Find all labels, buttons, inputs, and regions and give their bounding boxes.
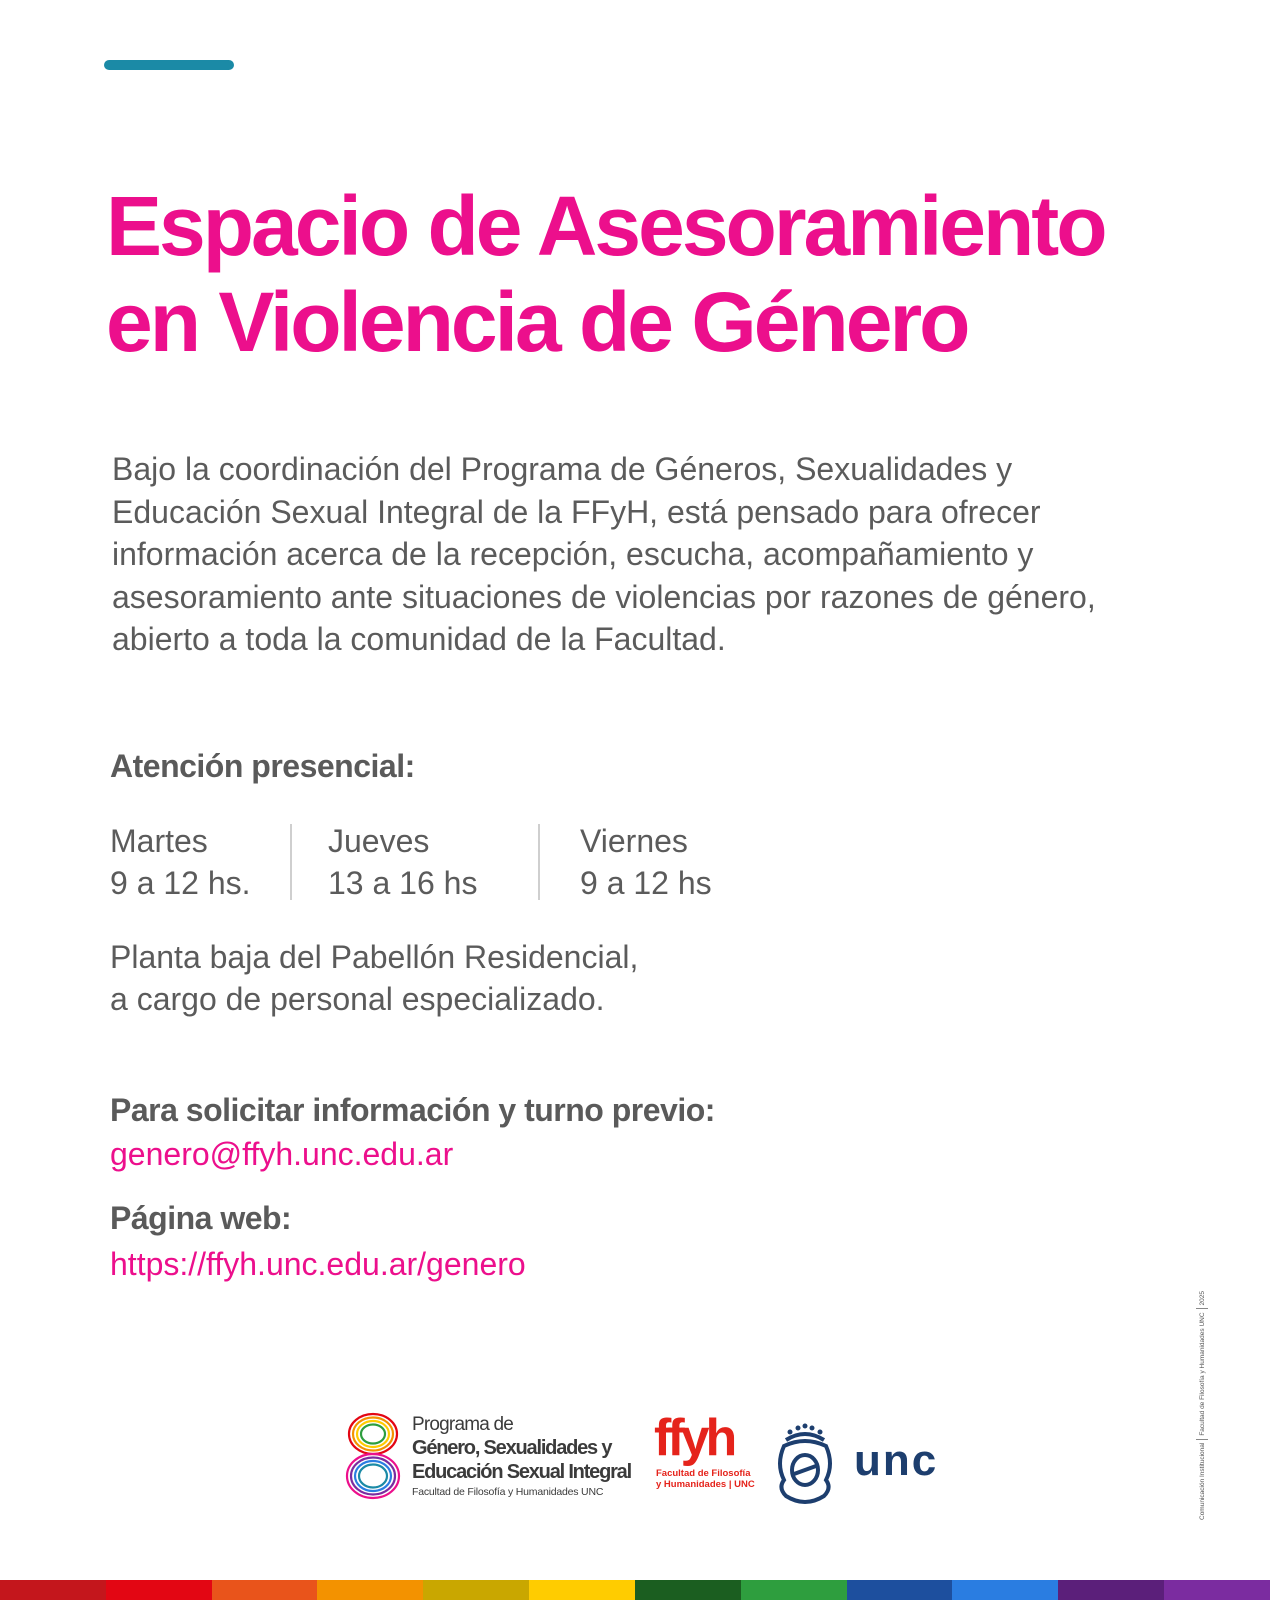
rainbow-segment <box>423 1580 529 1600</box>
rainbow-segment <box>741 1580 847 1600</box>
rainbow-segment <box>212 1580 318 1600</box>
title-line-1: Espacio de Asesoramiento <box>106 179 1105 273</box>
web-label: Página web: <box>110 1200 292 1236</box>
schedule-item-tuesday <box>110 820 251 904</box>
schedule-hours: 9 a 12 hs. <box>110 865 251 901</box>
programa-logo <box>340 1410 630 1510</box>
schedule-hours: 13 a 16 hs <box>328 865 478 901</box>
accent-bar <box>104 60 234 70</box>
page-title <box>106 178 1226 370</box>
ffyh-subtitle-line-1: Facultad de Filosofía <box>656 1468 751 1479</box>
schedule-day: Jueves <box>328 823 430 859</box>
rainbow-segment <box>952 1580 1058 1600</box>
schedule-hours: 9 a 12 hs <box>580 865 712 901</box>
rainbow-segment <box>1164 1580 1270 1600</box>
ffyh-logo <box>654 1408 754 1508</box>
ffyh-subtitle <box>656 1468 755 1490</box>
rainbow-segment <box>847 1580 953 1600</box>
credit-faculty: Facultad de Filosofía y Humanidades UNC <box>1198 1312 1206 1436</box>
programa-line-3: Educación Sexual Integral <box>412 1461 631 1483</box>
schedule-day: Martes <box>110 823 208 859</box>
rainbow-segment <box>635 1580 741 1600</box>
rainbow-segment <box>529 1580 635 1600</box>
credit-divider <box>1196 1439 1208 1440</box>
email-link[interactable]: genero@ffyh.unc.edu.ar <box>110 1136 454 1172</box>
location-line-2: a cargo de personal especializado. <box>110 981 605 1017</box>
schedule-item-thursday <box>328 820 477 904</box>
rainbow-stripe <box>0 1580 1270 1600</box>
credit-divider <box>1196 1308 1208 1309</box>
attendance-label: Atención presencial: <box>110 748 415 784</box>
title-line-2: en Violencia de Género <box>106 275 968 369</box>
rainbow-segment <box>1058 1580 1164 1600</box>
unc-wordmark: unc <box>854 1436 939 1485</box>
programa-line-2: Género, Sexualidades y <box>412 1437 612 1459</box>
rainbow-segment <box>0 1580 106 1600</box>
programa-line-4: Facultad de Filosofía y Humanidades UNC <box>412 1486 604 1498</box>
rainbow-eight-icon <box>340 1410 406 1502</box>
schedule-day: Viernes <box>580 823 688 859</box>
intro-paragraph: Bajo la coordinación del Programa de Géneros, Sexualidades y Educación Sexual Integral de la FFyH, está pensado para ofrecer información acerca de la recepción, escucha, acompañamiento y asesoramiento ante situaciones de violencias por razones de género, abierto a toda la comunidad de la Facultad. <box>112 451 1096 657</box>
rainbow-segment <box>106 1580 212 1600</box>
rainbow-segment <box>317 1580 423 1600</box>
ffyh-subtitle-line-2: y Humanidades | UNC <box>656 1479 755 1490</box>
web-link[interactable]: https://ffyh.unc.edu.ar/genero <box>110 1246 526 1282</box>
schedule-divider <box>538 824 540 900</box>
credit-vertical <box>1196 1291 1236 1520</box>
unc-seal-icon <box>772 1422 838 1506</box>
ffyh-wordmark: ffyh <box>654 1409 734 1467</box>
contact-label: Para solicitar información y turno previo: <box>110 1092 715 1128</box>
location-text <box>110 936 638 1020</box>
schedule-item-friday <box>580 820 712 904</box>
credit-area: Comunicación Institucional <box>1198 1442 1206 1520</box>
location-line-1: Planta baja del Pabellón Residencial, <box>110 939 639 975</box>
credit-year: 2025 <box>1198 1291 1206 1306</box>
unc-logo <box>772 1422 939 1512</box>
programa-logo-text <box>412 1414 631 1500</box>
schedule-divider <box>290 824 292 900</box>
programa-line-1: Programa de <box>412 1414 514 1435</box>
